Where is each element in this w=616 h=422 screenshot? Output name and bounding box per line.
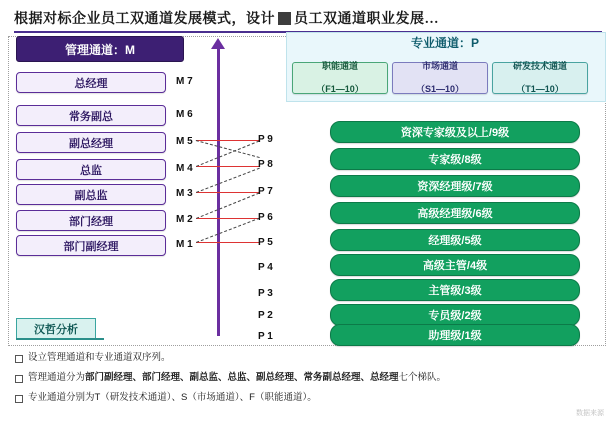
professional-grade-2[interactable]: [330, 304, 580, 326]
bullet-text-1: 设立管理通道和专业通道双序列。: [28, 352, 171, 363]
professional-code-8: P 8: [258, 158, 273, 170]
professional-code-9: P 9: [258, 133, 273, 145]
sub-channel-functional-name: 职能通道: [321, 61, 358, 72]
management-level-code-4: M 4: [176, 163, 193, 174]
connector-m2-p6: [196, 218, 260, 219]
professional-code-5: P 5: [258, 236, 273, 248]
professional-grade-9[interactable]: [330, 121, 580, 143]
management-level-code-5: M 5: [176, 136, 193, 147]
management-level-code-1: M 1: [176, 239, 193, 250]
analysis-tag: [16, 318, 96, 340]
professional-grade-label-7: 资深经理级/7级: [417, 181, 493, 193]
management-level-code-3: M 3: [176, 188, 193, 199]
professional-grade-7[interactable]: [330, 175, 580, 197]
management-level-code-6: M 6: [176, 109, 193, 120]
sub-channel-market[interactable]: [392, 62, 488, 94]
management-level-label-7: 总经理: [74, 77, 108, 90]
professional-code-3: P 3: [258, 287, 273, 299]
management-level-box-5[interactable]: [16, 132, 166, 153]
management-level-label-4: 总监: [80, 164, 102, 177]
professional-grade-label-4: 高级主管/4级: [422, 260, 488, 272]
management-level-code-2: M 2: [176, 214, 193, 225]
professional-grade-label-5: 经理级/5级: [428, 235, 482, 247]
sub-channel-rd[interactable]: [492, 62, 588, 94]
professional-grade-5[interactable]: [330, 229, 580, 251]
connector-m4-p8: [196, 166, 260, 167]
management-channel-header: [16, 36, 184, 62]
sub-channel-rd-name: 研发技术通道: [512, 61, 567, 72]
sub-channel-functional-range: （F1—10）: [316, 83, 364, 94]
management-level-box-6[interactable]: [16, 105, 166, 126]
management-level-label-1: 部门副经理: [63, 240, 119, 253]
management-level-box-3[interactable]: [16, 184, 166, 205]
professional-grade-4[interactable]: [330, 254, 580, 276]
list-item: [14, 392, 602, 405]
professional-channel-header: [286, 32, 604, 52]
connector-m5-p9: [196, 140, 260, 141]
professional-grade-8[interactable]: [330, 148, 580, 170]
bullet-text-2-pre: 管理通道分为: [28, 371, 86, 383]
professional-code-4: P 4: [258, 261, 273, 273]
professional-grade-label-1: 助理级/1级: [428, 330, 482, 342]
analysis-bullet-list: [14, 352, 602, 411]
sub-channel-functional[interactable]: [292, 62, 388, 94]
list-item: [14, 372, 602, 385]
footnote: 数据来源: [576, 410, 604, 417]
management-level-label-6: 常务副总: [69, 110, 113, 123]
management-level-label-3: 副总监: [74, 189, 108, 202]
professional-grade-label-9: 资深专家级及以上/9级: [400, 127, 510, 139]
professional-grade-1[interactable]: [330, 324, 580, 346]
professional-grade-3[interactable]: [330, 279, 580, 301]
management-channel-header-label: 管理通道：M: [65, 42, 135, 57]
list-item: [14, 352, 602, 365]
bullet-text-2-bold: 部门副经理、部门经理、副总监、总监、副总经理、常务副总经理、总经理: [85, 371, 399, 383]
sub-channel-market-name: 市场通道: [421, 61, 458, 72]
professional-code-1: P 1: [258, 330, 273, 342]
professional-code-6: P 6: [258, 211, 273, 223]
professional-code-7: P 7: [258, 185, 273, 197]
page-title-text-after: 员工双通道职业发展…: [294, 12, 439, 27]
connector-m3-p7: [196, 192, 260, 193]
professional-grade-label-2: 专员级/2级: [428, 310, 482, 322]
management-level-box-7[interactable]: [16, 72, 166, 93]
sub-channel-market-range: （S1—10）: [415, 83, 465, 94]
title-swatch-icon: [278, 12, 291, 25]
management-level-label-5: 副总经理: [69, 137, 113, 150]
professional-channel-header-label: 专业通道：P: [410, 35, 479, 50]
management-level-box-4[interactable]: [16, 159, 166, 180]
professional-grade-label-6: 高级经理级/6级: [417, 208, 493, 220]
bullet-text-3: 专业通道分别为T（研发技术通道）、S（市场通道）、F（职能通道）。: [28, 391, 317, 403]
sub-channel-rd-range: （T1—10）: [516, 83, 564, 94]
professional-grade-6[interactable]: [330, 202, 580, 224]
analysis-tag-label: 汉哲分析: [34, 324, 78, 336]
professional-grade-label-8: 专家级/8级: [428, 154, 482, 166]
analysis-tag-divider: [16, 338, 104, 340]
management-level-label-2: 部门经理: [69, 215, 113, 228]
connector-m1-p5: [196, 242, 260, 243]
management-level-box-2[interactable]: [16, 210, 166, 231]
professional-grade-label-3: 主管级/3级: [428, 285, 482, 297]
management-level-code-7: M 7: [176, 76, 193, 87]
page-title-text-before: 根据对标企业员工双通道发展模式，设计: [14, 12, 275, 27]
bullet-text-2-post: 七个梯队。: [398, 371, 447, 383]
management-level-box-1[interactable]: [16, 235, 166, 256]
professional-code-2: P 2: [258, 309, 273, 321]
